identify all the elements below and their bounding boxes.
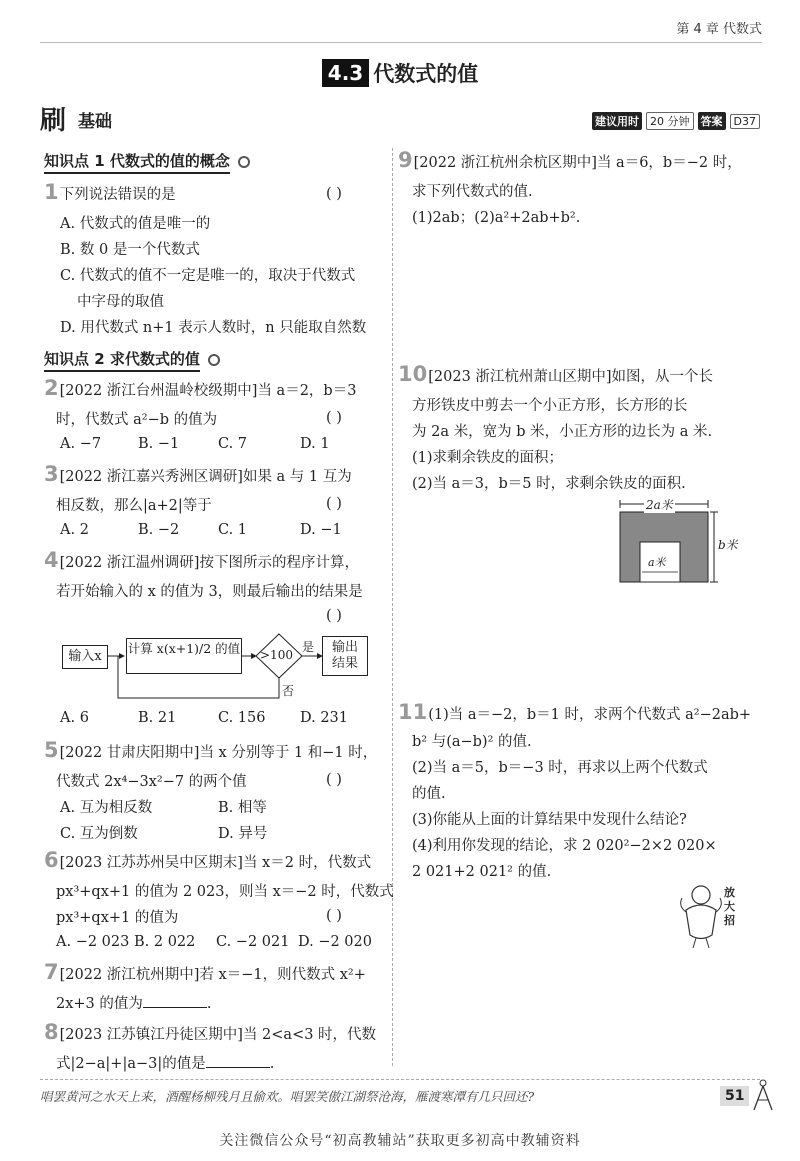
question-number: 3 <box>44 462 59 486</box>
question-number: 7 <box>44 960 59 984</box>
output-box: 输出结果 <box>322 636 368 676</box>
sub-question-2-cont: 的值. <box>412 786 446 802</box>
sub-question-2: (2)当 a＝3，b＝5 时，求剩余铁皮的面积. <box>412 476 686 492</box>
question-stem: [2023 江苏苏州吴中区期末]当 x＝2 时，代数式 <box>59 855 372 871</box>
option-b: B. −1 <box>138 436 180 452</box>
knowledge-point-1: 知识点 1 代数式的值的概念 <box>44 150 250 174</box>
question-stem-cont-2: 为 2a 米，宽为 b 米，小正方形的边长为 a 米. <box>412 424 713 440</box>
question-number: 1 <box>44 180 59 204</box>
header-divider <box>40 42 762 43</box>
question-stem-cont: 求下列代数式的值. <box>412 184 533 200</box>
answer-paren: ( ) <box>326 908 342 924</box>
sub-question-3: (3)你能从上面的计算结果中发现什么结论? <box>412 812 687 828</box>
calc-box <box>126 638 242 674</box>
question-stem-cont: 代数式 2x⁴−3x²−7 的两个值 <box>56 774 247 790</box>
question-stem: 下列说法错误的是 <box>59 187 176 203</box>
question-stem: [2023 浙江杭州萧山区期中]如图，从一个长 <box>428 369 714 385</box>
condition-label: >100 <box>260 648 293 662</box>
answer-paren: ( ) <box>326 772 342 788</box>
question-stem-cont: 2x+3 的值为 . <box>56 996 212 1012</box>
question-number: 11 <box>398 700 428 724</box>
option-b: B. 21 <box>138 710 177 726</box>
option-a: A. 6 <box>60 710 89 726</box>
answer-blank[interactable] <box>143 994 207 1008</box>
question-number: 8 <box>44 1020 59 1044</box>
question-stem-cont: 式|2−a|+|a−3|的值是 . <box>56 1056 275 1072</box>
footer-poem: 唱罢黄河之水天上来，酒醒杨柳残月且偷欢。唱罢笑傲江湖祭沧海，雁渡寒潭有几只回还? <box>40 1089 535 1104</box>
question-stem: [2022 浙江嘉兴秀洲区调研]如果 a 与 1 互为 <box>59 469 352 485</box>
option-c: C. 代数式的值不一定是唯一的，取决于代数式 <box>60 268 356 284</box>
chapter-header: 第 4 章 代数式 <box>676 22 762 37</box>
footer-divider <box>40 1079 760 1080</box>
question-number: 2 <box>44 376 59 400</box>
question-number: 9 <box>398 148 413 172</box>
target-icon <box>238 156 250 168</box>
section-number: 4.3 <box>322 59 369 87</box>
answer-page: D37 <box>730 114 760 129</box>
option-d: D. −2 020 <box>298 934 372 950</box>
meta-tags <box>592 112 760 130</box>
answer-paren: ( ) <box>326 410 342 426</box>
brush-label: 刷 <box>40 106 67 136</box>
page-title <box>0 58 800 88</box>
question-number: 6 <box>44 848 59 872</box>
option-b: B. −2 <box>138 522 180 538</box>
column-divider <box>392 148 393 1066</box>
question-stem-cont-2: px³+qx+1 的值为 <box>56 910 179 926</box>
question-stem: [2023 江苏镇江丹徒区期中]当 2<a<3 时，代数 <box>59 1027 377 1043</box>
sub-question-4-cont: 2 021+2 021² 的值. <box>412 864 552 880</box>
time-value: 20 分钟 <box>646 112 694 130</box>
option-a: A. 互为相反数 <box>60 800 153 816</box>
target-icon <box>208 354 220 366</box>
sub-question-4: (4)利用你发现的结论，求 2 020²−2×2 020× <box>412 838 717 854</box>
page-number: 51 <box>720 1086 749 1106</box>
level-label: 基础 <box>78 112 112 132</box>
sub-question-1: (1)当 a＝−2，b＝1 时，求两个代数式 a²−2ab+ <box>428 707 752 723</box>
question-stem-cont: 方形铁皮中剪去一个小正方形，长方形的长 <box>412 398 688 414</box>
option-c: C. 1 <box>218 522 248 538</box>
question-stem: [2022 浙江杭州余杭区期中]当 a＝6，b＝−2 时， <box>413 155 742 171</box>
answer-blank[interactable] <box>206 1054 270 1068</box>
option-d: D. 异号 <box>218 826 268 842</box>
sub-questions: (1)2ab；(2)a²+2ab+b². <box>412 210 581 226</box>
answer-paren: ( ) <box>326 608 342 624</box>
question-number: 10 <box>398 362 428 386</box>
yes-label: 是 <box>302 640 315 654</box>
question-stem-cont: 相反数，那么|a+2|等于 <box>56 498 212 514</box>
option-a: A. 代数式的值是唯一的 <box>60 216 211 232</box>
question-stem: [2022 浙江温州调研]按下图所示的程序计算， <box>59 555 359 571</box>
wechat-notice: 关注微信公众号“初高教辅站”获取更多初高中教辅资料 <box>219 1133 581 1149</box>
question-stem-cont: 若开始输入的 x 的值为 3，则最后输出的结果是 <box>56 584 363 600</box>
calc-label: 计算 x(x+1)/2 的值 <box>127 641 241 656</box>
question-stem-cont: 时，代数式 a²−b 的值为 <box>56 412 218 428</box>
width-label: b米 <box>718 538 738 552</box>
option-c: C. 互为倒数 <box>60 826 138 842</box>
option-b: B. 数 0 是一个代数式 <box>60 242 200 258</box>
question-stem: [2022 甘肃庆阳期中]当 x 分别等于 1 和−1 时， <box>59 745 378 761</box>
question-stem: [2022 浙江台州温岭校级期中]当 a＝2，b＝3 <box>59 383 357 399</box>
option-c: C. 156 <box>218 710 266 726</box>
option-d: D. 231 <box>300 710 349 726</box>
question-stem: [2022 浙江杭州期中]若 x＝−1，则代数式 x²+ <box>59 967 366 983</box>
answer-paren: ( ) <box>326 496 342 512</box>
knowledge-point-2: 知识点 2 求代数式的值 <box>44 348 220 372</box>
length-label: 2a米 <box>646 498 673 512</box>
option-d: D. 1 <box>300 436 330 452</box>
question-number: 4 <box>44 548 59 572</box>
time-tag: 建议用时 <box>592 112 642 130</box>
option-d: D. 用代数式 n+1 表示人数时，n 只能取自然数 <box>60 320 367 336</box>
no-label: 否 <box>282 684 295 698</box>
question-stem-cont: px³+qx+1 的值为 2 023，则当 x＝−2 时，代数式 <box>56 884 394 900</box>
option-d: D. −1 <box>300 522 342 538</box>
sub-question-1-cont: b² 与(a−b)² 的值. <box>412 734 532 750</box>
question-number: 5 <box>44 738 59 762</box>
option-c-cont: 中字母的取值 <box>77 294 164 310</box>
option-a: A. 2 <box>60 522 89 538</box>
option-a: A. −2 023 <box>56 934 130 950</box>
option-b: B. 相等 <box>218 800 267 816</box>
sub-question-2: (2)当 a＝5，b＝−3 时，再求以上两个代数式 <box>412 760 708 776</box>
input-box: 输入x <box>62 645 108 669</box>
option-c: C. −2 021 <box>216 934 290 950</box>
mascot-icon <box>676 880 726 950</box>
answer-paren: ( ) <box>326 186 342 202</box>
mascot-label: 放大招 <box>724 886 735 927</box>
option-c: C. 7 <box>218 436 248 452</box>
sub-question-1: (1)求剩余铁皮的面积； <box>412 450 564 466</box>
option-a: A. −7 <box>60 436 102 452</box>
square-label: a米 <box>648 556 666 569</box>
answer-tag: 答案 <box>698 112 726 130</box>
option-b: B. 2 022 <box>134 934 196 950</box>
section-title: 代数式的值 <box>373 62 479 86</box>
compass-icon <box>748 1078 778 1114</box>
